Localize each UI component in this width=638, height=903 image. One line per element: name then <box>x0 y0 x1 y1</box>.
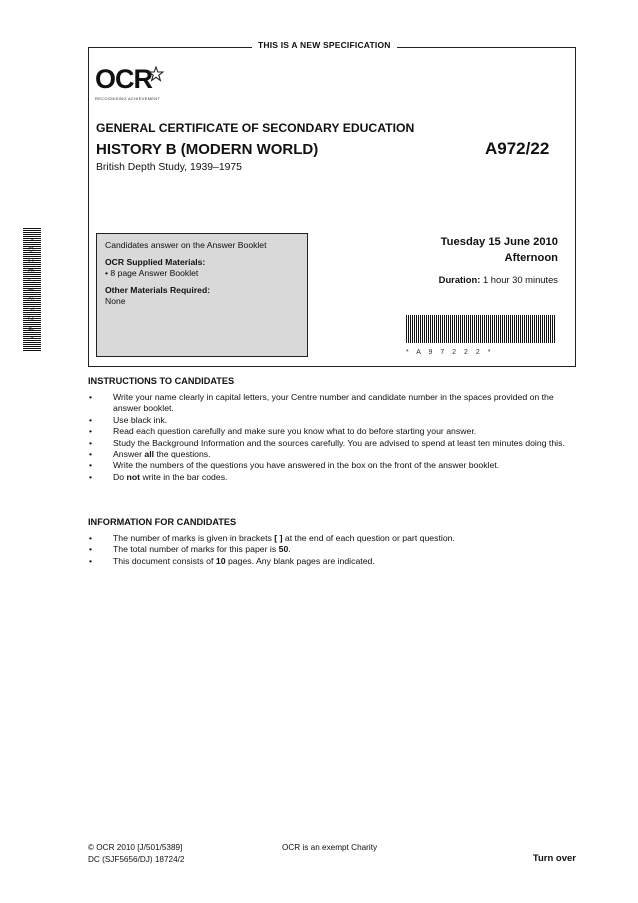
barcode-bar <box>466 315 467 343</box>
barcode-bar <box>414 315 415 343</box>
barcode-bar <box>500 315 501 343</box>
instructions-list <box>88 392 583 483</box>
list-item: • The number of marks is given in brackets [ ] at the end of each question or part question. <box>88 533 583 544</box>
barcode-bar <box>474 315 475 343</box>
barcode-bar <box>554 315 555 343</box>
barcode-bar <box>498 315 499 343</box>
information-list <box>88 533 583 567</box>
paper-barcode <box>406 315 558 356</box>
barcode-bar <box>438 315 439 343</box>
barcode-bar <box>518 315 519 343</box>
barcode-bar <box>540 315 541 343</box>
barcode-bar <box>510 315 511 343</box>
answer-line: Candidates answer on the Answer Booklet <box>105 240 267 250</box>
barcode-bar <box>416 315 417 343</box>
barcode-bar <box>532 315 533 343</box>
barcode-bar <box>534 315 535 343</box>
logo-tagline: RECOGNISING ACHIEVEMENT <box>95 96 161 101</box>
list-item: • The total number of marks for this paper is 50. <box>88 544 583 555</box>
barcode-bar <box>444 315 445 343</box>
information-section <box>88 517 583 567</box>
barcode-bar <box>458 315 459 343</box>
information-title: INFORMATION FOR CANDIDATES <box>88 517 237 527</box>
list-item: • This document consists of 10 pages. Any blank pages are indicated. <box>88 556 583 567</box>
barcode-bar <box>410 315 411 343</box>
barcode-bar <box>482 315 483 343</box>
barcode-bar <box>408 315 409 343</box>
barcode-bar <box>550 315 551 343</box>
barcode-bar <box>424 315 425 343</box>
barcode-bar <box>446 315 447 343</box>
barcode-bar <box>464 315 465 343</box>
side-barcode-number: * O C E / 1 8 7 2 4 * <box>26 237 34 342</box>
barcode-bar <box>456 315 457 343</box>
barcode-bar <box>484 315 485 343</box>
duration-label: Duration: <box>438 274 481 285</box>
barcode-bar <box>468 315 469 343</box>
barcode-bar <box>552 315 553 343</box>
copyright: © OCR 2010 [J/501/5389] <box>88 843 183 852</box>
duration-value: 1 hour 30 minutes <box>482 274 558 285</box>
barcode-bar <box>524 315 525 343</box>
supplied-title: OCR Supplied Materials: <box>105 257 206 267</box>
side-barcode <box>23 228 51 359</box>
subject-title: HISTORY B (MODERN WORLD) <box>96 141 319 158</box>
list-item: • Do not write in the bar codes. <box>88 472 583 483</box>
spec-notice: THIS IS A NEW SPECIFICATION <box>252 40 397 50</box>
barcode-bar <box>426 315 427 343</box>
barcode-bar <box>492 315 493 343</box>
duration <box>439 274 558 285</box>
barcode-bar <box>514 315 515 343</box>
barcode-bar <box>434 315 435 343</box>
barcode-bar <box>442 315 443 343</box>
barcode-bar <box>462 315 463 343</box>
list-item: • Read each question carefully and make sure you know what to do before starting your answer. <box>88 426 583 437</box>
barcode-bar <box>522 315 523 343</box>
other-value: None <box>105 296 126 306</box>
barcode-bar <box>536 315 537 343</box>
barcode-bar <box>542 315 543 343</box>
barcode-bar <box>516 315 517 343</box>
other-title: Other Materials Required: <box>105 285 211 295</box>
barcode-bar <box>538 315 539 343</box>
footer-left <box>88 842 184 866</box>
study-title: British Depth Study, 1939–1975 <box>96 162 242 173</box>
barcode-bar <box>436 315 437 343</box>
barcode-bar <box>506 315 507 343</box>
instructions-title: INSTRUCTIONS TO CANDIDATES <box>88 376 235 386</box>
barcode-bar <box>478 315 479 343</box>
barcode-bar <box>448 315 449 343</box>
qualification-title: GENERAL CERTIFICATE OF SECONDARY EDUCATION <box>96 121 415 135</box>
barcode-bar <box>526 315 527 343</box>
supplied-item: • 8 page Answer Booklet <box>105 268 199 278</box>
barcode-bar <box>420 315 421 343</box>
barcode-bar <box>472 315 473 343</box>
barcode-bar <box>430 315 431 343</box>
barcode-bar <box>528 315 529 343</box>
instructions-section <box>88 376 583 483</box>
barcode-bar <box>440 315 441 343</box>
barcode-bar <box>508 315 509 343</box>
barcode-bar <box>412 315 413 343</box>
barcode-bar <box>496 315 497 343</box>
barcode-bar <box>544 315 545 343</box>
barcode-bar <box>452 315 453 343</box>
barcode-bar <box>418 315 419 343</box>
barcode-bar <box>520 315 521 343</box>
list-item: • Use black ink. <box>88 415 583 426</box>
exam-session: Afternoon <box>504 252 558 264</box>
barcode-bar <box>486 315 487 343</box>
materials-box <box>96 233 308 357</box>
barcode-bars <box>406 315 558 343</box>
star-icon <box>148 66 164 82</box>
list-item: • Answer all the questions. <box>88 449 583 460</box>
charity-note: OCR is an exempt Charity <box>282 843 378 852</box>
barcode-bar <box>476 315 477 343</box>
barcode-bar <box>490 315 491 343</box>
list-item: • Study the Background Information and the sources carefully. You are advised to spend at least ten minutes doing this. <box>88 438 583 449</box>
exam-date-block <box>441 234 558 266</box>
ocr-logo <box>95 64 152 95</box>
barcode-bar <box>454 315 455 343</box>
barcode-bar <box>460 315 461 343</box>
barcode-bar <box>504 315 505 343</box>
barcode-bar <box>432 315 433 343</box>
barcode-bar <box>502 315 503 343</box>
barcode-bar <box>422 315 423 343</box>
barcode-bar <box>512 315 513 343</box>
barcode-bar <box>494 315 495 343</box>
barcode-bar <box>450 315 451 343</box>
dc-code: DC (SJF5656/DJ) 18724/2 <box>88 855 185 864</box>
barcode-bar <box>428 315 429 343</box>
list-item: • Write the numbers of the questions you have answered in the box on the front of the answer booklet. <box>88 460 583 471</box>
barcode-bar <box>470 315 471 343</box>
exam-date: Tuesday 15 June 2010 <box>440 236 558 248</box>
logo-text: OCR <box>95 64 152 94</box>
turn-over: Turn over <box>532 853 576 864</box>
barcode-bar <box>488 315 489 343</box>
list-item: • Write your name clearly in capital letters, your Centre number and candidate number in the spaces provided on the answer booklet. <box>88 392 583 415</box>
barcode-number: * A 9 7 2 2 2 * <box>406 349 494 356</box>
barcode-bar <box>530 315 531 343</box>
paper-code: A972/22 <box>485 139 550 158</box>
barcode-bar <box>546 315 547 343</box>
barcode-bar <box>406 315 407 343</box>
barcode-bar <box>480 315 481 343</box>
barcode-bar <box>548 315 549 343</box>
